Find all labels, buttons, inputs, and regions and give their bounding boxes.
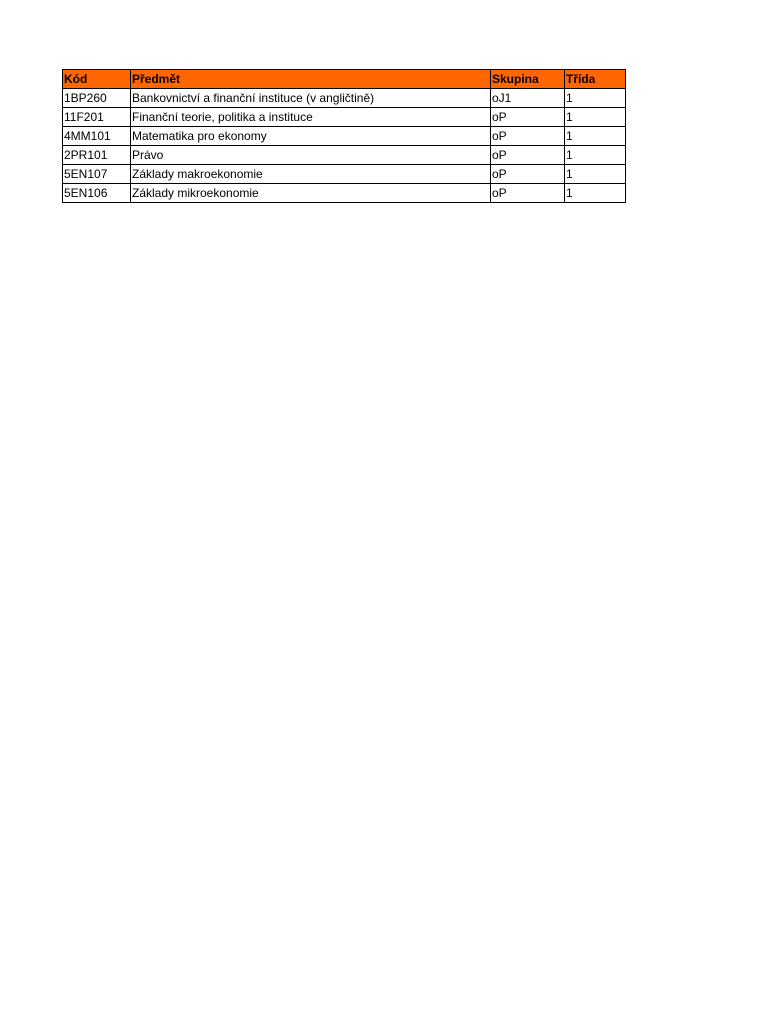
cell-predmet[interactable]: Právo (131, 146, 491, 165)
header-cell-kod[interactable]: Kód (63, 70, 131, 89)
cell-trida[interactable]: 1 (565, 89, 626, 108)
cell-skupina[interactable]: oP (491, 146, 565, 165)
header-cell-trida[interactable]: Třída (565, 70, 626, 89)
table-row (63, 108, 626, 127)
cell-predmet[interactable]: Matematika pro ekonomy (131, 127, 491, 146)
cell-predmet[interactable]: Finanční teorie, politika a instituce (131, 108, 491, 127)
cell-kod[interactable]: 5EN107 (63, 165, 131, 184)
table-row (63, 127, 626, 146)
table-row (63, 165, 626, 184)
cell-trida[interactable]: 1 (565, 108, 626, 127)
cell-predmet[interactable]: Základy makroekonomie (131, 165, 491, 184)
spreadsheet-area (62, 69, 626, 203)
cell-skupina[interactable]: oP (491, 184, 565, 203)
cell-kod[interactable]: 2PR101 (63, 146, 131, 165)
header-cell-predmet[interactable]: Předmět (131, 70, 491, 89)
cell-skupina[interactable]: oP (491, 127, 565, 146)
cell-trida[interactable]: 1 (565, 146, 626, 165)
cell-predmet[interactable]: Bankovnictví a finanční instituce (v angličtině) (131, 89, 491, 108)
cell-skupina[interactable]: oJ1 (491, 89, 565, 108)
cell-kod[interactable]: 4MM101 (63, 127, 131, 146)
cell-trida[interactable]: 1 (565, 127, 626, 146)
cell-trida[interactable]: 1 (565, 184, 626, 203)
cell-skupina[interactable]: oP (491, 108, 565, 127)
cell-trida[interactable]: 1 (565, 165, 626, 184)
cell-kod[interactable]: 1BP260 (63, 89, 131, 108)
cell-predmet[interactable]: Základy mikroekonomie (131, 184, 491, 203)
course-table (62, 69, 626, 203)
header-row (63, 70, 626, 89)
table-row (63, 89, 626, 108)
table-row (63, 184, 626, 203)
header-cell-skupina[interactable]: Skupina (491, 70, 565, 89)
cell-kod[interactable]: 11F201 (63, 108, 131, 127)
cell-kod[interactable]: 5EN106 (63, 184, 131, 203)
cell-skupina[interactable]: oP (491, 165, 565, 184)
table-row (63, 146, 626, 165)
